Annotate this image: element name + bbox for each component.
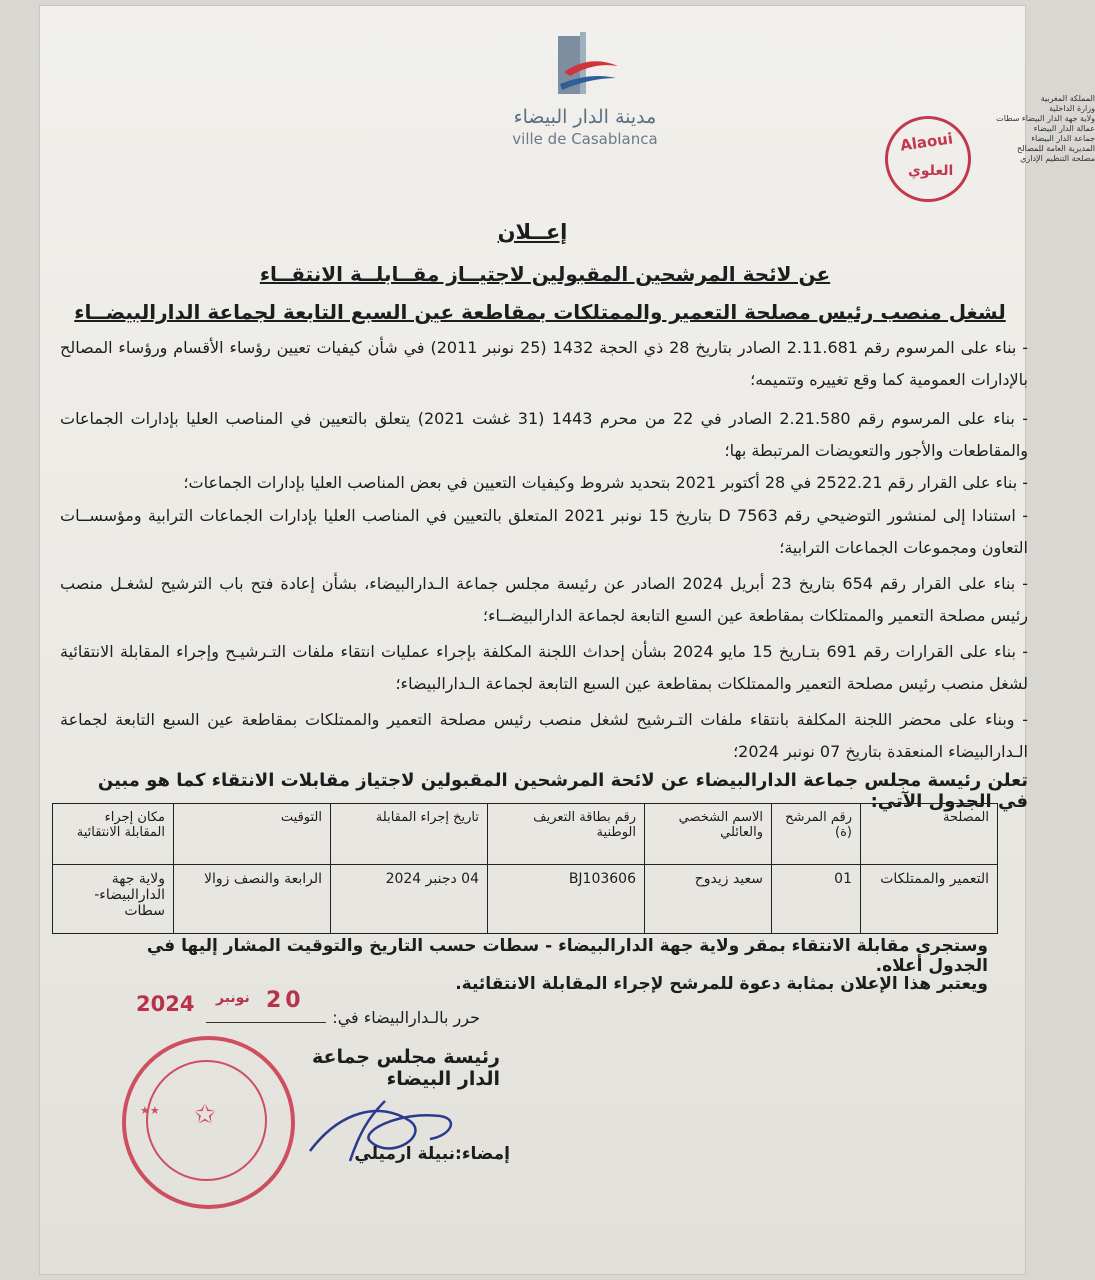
document-subtitle: عن لائحة المرشحين المقبولين لاجتيــاز مقــابلــة الانتقــاء	[259, 262, 831, 286]
legal-basis-paragraph: - استنادا إلى لمنشور التوضيحي رقم D 7563 بتاريخ 15 نونبر 2021 المتعلق بالتعيين في المناصب العليا بإدارات الجماعات الترابية ومؤسســات التعاون ومجموعات الجماعات الترابية؛	[60, 506, 1029, 557]
invitation-note: ويعتبر هذا الإعلان بمثابة دعوة للمرشح لإجراء المقابلة الانتقائية.	[455, 974, 988, 994]
date-day: 20	[266, 988, 305, 1013]
ministry-line: عمالة الدار البيضاء	[1033, 124, 1095, 133]
legal-basis-paragraph: - وبناء على محضر اللجنة المكلفة بانتقاء ملفات التـرشيح لشغل منصب رئيس مصلحة التعمير والممتلكات بمقاطعة عين السبع التابعة لجماعة الـدارالبيضاء المنعقدة بتاريخ 07 نونبر 2024؛	[60, 710, 1028, 761]
header-service: المصلحة	[861, 804, 998, 865]
ministry-line: مصلحة التنظيم الإداري	[1020, 154, 1095, 163]
header-time: التوقيت	[174, 804, 331, 865]
ministry-line: ولاية جهة الدار البيضاء سطات	[996, 114, 1095, 123]
table-header-row	[53, 804, 998, 865]
signature-line: إمضاء:نبيلة ارميلي	[354, 1144, 510, 1164]
seal-star-icon: ✩	[194, 1100, 216, 1130]
legal-basis-paragraph: - بناء على القرارات رقم 691 بتـاريخ 15 مايو 2024 بشأن إحداث اللجنة المكلفة بإجراء عمليات انتقاء ملفات التـرشيـح وإجراء المقابلة الانتقائية لشغل منصب رئيس مصلحة التعمير والممتلكات بمقاطعة عين السبع التابعة لجماعة الـدارالبيضاء؛	[60, 642, 1028, 693]
legal-basis-paragraph: - بناء على القرار رقم 654 بتاريخ 23 أبريل 2024 الصادر عن رئيسة مجلس جماعة الـدارالبيضاء، بشأن إعادة فتح باب الترشيح لشغـل منصب رئيس مصلحة التعمير والممتلكات بمقاطعة عين السبع التابعة لجماعة الدارالبيضــاء؛	[60, 574, 1029, 625]
candidates-table	[52, 803, 998, 934]
ministry-header	[975, 94, 1095, 164]
stamp-name-arabic: العلوي	[908, 163, 954, 179]
date-month: نونبر	[216, 990, 250, 1006]
made-in-line	[190, 1008, 480, 1027]
document-title: إعــلان	[497, 220, 568, 244]
logo-arabic-text: مدينة الدار البيضاء	[513, 106, 657, 128]
header-candidate-number: رقم المرشح (ة)	[772, 804, 861, 865]
table-row	[53, 865, 998, 934]
stamp-name-latin: Alaoui	[899, 129, 954, 155]
header-location: مكان إجراء المقابلة الانتقائية	[53, 804, 174, 865]
seal-stars-icon: ★★	[140, 1104, 160, 1117]
cell-location: ولاية جهة الدارالبيضاء- سطات	[53, 865, 174, 934]
document-page	[40, 6, 1095, 1274]
header-full-name: الاسم الشخصي والعائلي	[645, 804, 772, 865]
cell-candidate-number: 01	[772, 865, 861, 934]
date-year: 2024	[136, 992, 195, 1016]
receipt-stamp	[885, 116, 971, 202]
announcement-line: تعلن رئيسة مجلس جماعة الدارالبيضاء عن لائحة المرشحين المقبولين لاجتياز مقابلات الانتقاء كما هو مبين في الجدول الآتي:	[97, 770, 1028, 812]
interview-location-note: وستجرى مقابلة الانتقاء بمقر ولاية جهة الدارالبيضاء - سطات حسب التاريخ والتوقيت المشار إليها في الجدول أعلاه.	[146, 936, 988, 976]
legal-basis-paragraph: - بناء على المرسوم رقم 2.21.580 الصادر في 22 من محرم 1443 (31 غشت 2021) يتعلق بالتعيين في المناصب العليا بإدارات الجماعات والمقاطعات والأجور والتعويضات المرتبطة بها؛	[60, 409, 1029, 460]
legal-basis-paragraph: - بناء على المرسوم رقم 2.11.681 الصادر بتاريخ 28 ذي الحجة 1432 (25 نونبر 2011) في شأن كيفيات تعيين رؤساء الأقسام ورؤساء المصالح بالإدارات العمومية كما وقع تغييره وتتميمه؛	[60, 338, 1029, 389]
logo-french-text: ville de Casablanca	[512, 130, 658, 148]
ministry-line: وزارة الداخلية	[1049, 104, 1095, 113]
ministry-line: المملكة المغربية	[1040, 94, 1095, 103]
made-in-label: حرر بالـدارالبيضاء في:	[332, 1008, 480, 1027]
president-title: رئيسة مجلس جماعة الدار البيضاء	[311, 1046, 500, 1090]
city-logo	[500, 32, 670, 152]
legal-basis-paragraph: - بناء على القرار رقم 2522.21 في 28 أكتوبر 2021 بتحديد شروط وكيفيات التعيين في بعض المناصب العليا بإدارات الجماعات؛	[183, 473, 1028, 492]
date-underline	[206, 1022, 326, 1023]
position-title: لشغل منصب رئيس مصلحة التعمير والممتلكات بمقاطعة عين السبع التابعة لجماعة الدارالبيضــاء	[74, 300, 1006, 324]
cell-full-name: سعيد زيدوح	[645, 865, 772, 934]
cell-time: الرابعة والنصف زوالا	[174, 865, 331, 934]
cell-national-id: BJ103606	[488, 865, 645, 934]
ministry-line: المديرية العامة للمصالح	[1017, 144, 1095, 153]
header-national-id: رقم بطاقة التعريف الوطنية	[488, 804, 645, 865]
cell-service: التعمير والممتلكات	[861, 865, 998, 934]
official-seal	[122, 1036, 295, 1209]
header-interview-date: تاريخ إجراء المقابلة	[331, 804, 488, 865]
casablanca-logo-icon	[550, 32, 620, 102]
ministry-line: جماعة الدار البيضاء	[1031, 134, 1095, 143]
cell-interview-date: 04 دجنبر 2024	[331, 865, 488, 934]
